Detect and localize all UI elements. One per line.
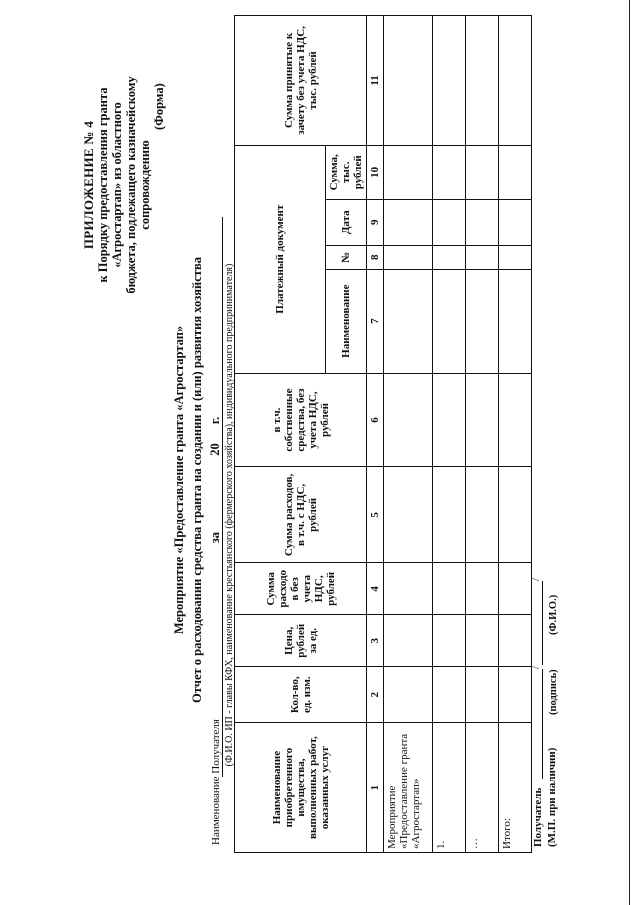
header-payment-doc: Платежный документ — [235, 145, 326, 373]
fio-field[interactable] — [542, 581, 543, 665]
table-cell[interactable] — [466, 615, 499, 667]
report-title: Отчет о расходовании средства гранта на создании и (или) развития хозяйства — [190, 257, 204, 703]
table-cell[interactable] — [466, 563, 499, 615]
table-cell[interactable] — [384, 373, 433, 467]
signature-field[interactable] — [542, 669, 543, 779]
signature-slash: / — [530, 665, 542, 669]
column-number: 5 — [367, 467, 384, 563]
appendix-line: «Агростартап» из областного — [110, 102, 124, 268]
header-qty: Кол-во, ед. изм. — [235, 667, 367, 723]
table-cell[interactable] — [499, 373, 532, 467]
event-title: Мероприятие «Предоставление гранта «Агростартап» — [172, 325, 186, 635]
column-number: 10 — [367, 145, 384, 199]
table-cell[interactable] — [384, 145, 433, 199]
signature-stamp-label: (М.П. при наличии) — [546, 747, 558, 847]
column-number: 4 — [367, 563, 384, 615]
appendix-title: ПРИЛОЖЕНИЕ № 4 — [81, 120, 96, 250]
table-cell[interactable] — [499, 199, 532, 245]
table-cell[interactable] — [466, 269, 499, 373]
table-cell[interactable] — [499, 269, 532, 373]
appendix-line: бюджета, подлежащего казначейскому — [124, 76, 138, 294]
page-bottom-rule — [629, 0, 630, 905]
row-label: 1. — [433, 723, 466, 853]
row-label: … — [466, 723, 499, 853]
table-cell[interactable] — [384, 563, 433, 615]
recipient-field[interactable] — [222, 217, 223, 777]
table-cell[interactable] — [433, 145, 466, 199]
column-number: 9 — [367, 199, 384, 245]
total-label: Итого: — [499, 723, 532, 853]
fio-caption: (Ф.И.О.) — [548, 594, 559, 635]
table-row — [433, 16, 466, 853]
table-cell[interactable] — [499, 467, 532, 563]
table-cell[interactable] — [466, 373, 499, 467]
table-cell[interactable] — [433, 615, 466, 667]
table-cell[interactable] — [384, 269, 433, 373]
period-prefix: за — [208, 532, 222, 544]
table-cell[interactable] — [499, 615, 532, 667]
table-cell[interactable] — [466, 467, 499, 563]
recipient-hint: (Ф.И.О. ИП - главы КФХ, наименование крестьянского (фермерского хозяйства), индивидуального предпринимателя) — [224, 263, 235, 767]
table-cell[interactable] — [433, 245, 466, 269]
table-cell[interactable] — [466, 667, 499, 723]
column-number: 8 — [367, 245, 384, 269]
column-number: 1 — [367, 723, 384, 853]
appendix-line: к Порядку предоставления гранта — [96, 87, 110, 283]
report-table — [234, 15, 532, 853]
table-row — [466, 16, 499, 853]
header-sum-no-vat: Сумма расходо в без учета НДС, рублей — [235, 563, 367, 615]
column-number: 7 — [367, 269, 384, 373]
period-suffix: г. — [208, 416, 222, 425]
table-cell[interactable] — [466, 245, 499, 269]
table-cell[interactable] — [384, 16, 433, 146]
table-cell[interactable] — [466, 145, 499, 199]
header-pd-sum: Сумма, тыс. рублей — [326, 145, 367, 199]
table-cell[interactable] — [499, 563, 532, 615]
header-pd-name: Наименование — [326, 269, 367, 373]
header-accepted: Сумма принятые к зачету без учета НДС, тыс. рублей — [235, 16, 367, 146]
period-year: 20 — [208, 443, 222, 456]
table-cell[interactable] — [433, 269, 466, 373]
table-cell[interactable] — [433, 563, 466, 615]
column-number: 3 — [367, 615, 384, 667]
table-cell[interactable] — [384, 467, 433, 563]
total-row — [499, 16, 532, 853]
table-cell[interactable] — [433, 667, 466, 723]
table-cell[interactable] — [499, 145, 532, 199]
header-pd-date: Дата — [326, 199, 367, 245]
table-cell[interactable] — [384, 245, 433, 269]
table-cell[interactable] — [384, 615, 433, 667]
table-cell[interactable] — [384, 199, 433, 245]
table-cell[interactable] — [466, 199, 499, 245]
signature-slash: / — [530, 577, 542, 581]
form-label: (Форма) — [152, 83, 166, 130]
column-numbers-row — [367, 16, 384, 853]
table-cell[interactable] — [466, 16, 499, 146]
header-own-funds: в т.ч. собственные средства, без учета НДС, рублей — [235, 373, 367, 467]
column-number: 6 — [367, 373, 384, 467]
table-cell[interactable] — [499, 245, 532, 269]
table-cell[interactable] — [499, 16, 532, 146]
header-sum-with-vat: Сумма расходов, в т.ч. с НДС, рублей — [235, 467, 367, 563]
header-pd-no: № — [326, 245, 367, 269]
appendix-line: сопровождению — [138, 140, 152, 230]
table-cell[interactable] — [433, 373, 466, 467]
column-number: 11 — [367, 16, 384, 146]
header-name: Наименование приобретенного имущества, выполненных работ, оказанных услуг — [235, 723, 367, 853]
appendix-block — [82, 25, 152, 345]
table-cell[interactable] — [433, 467, 466, 563]
signature-caption: (подпись) — [548, 669, 559, 715]
row-label: Мероприятие «Предоставление гранта «Агростартап» — [384, 723, 433, 853]
recipient-label: Наименование Получателя — [210, 719, 222, 845]
table-row — [384, 16, 433, 853]
column-number: 2 — [367, 667, 384, 723]
signature-recipient-label: Получатель — [532, 787, 544, 847]
table-cell[interactable] — [433, 199, 466, 245]
table-cell[interactable] — [433, 16, 466, 146]
table-cell[interactable] — [499, 667, 532, 723]
table-cell[interactable] — [384, 667, 433, 723]
header-price: Цена, рублей за ед. — [235, 615, 367, 667]
